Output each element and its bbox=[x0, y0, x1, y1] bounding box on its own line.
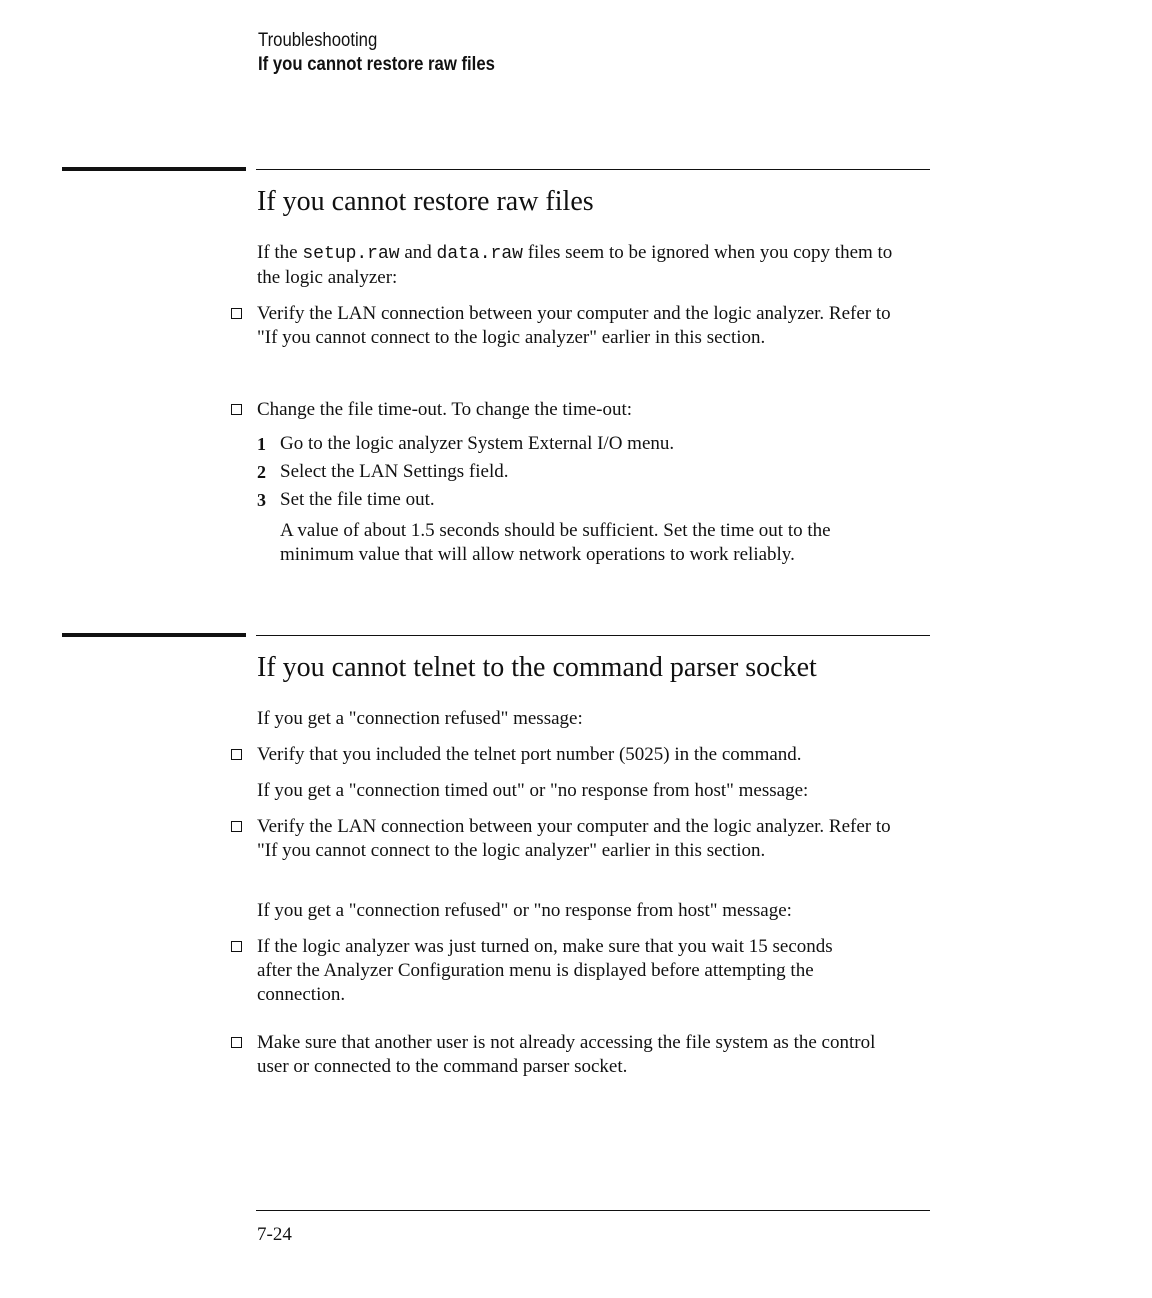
section-rule-thick bbox=[62, 633, 246, 637]
running-header-chapter: Troubleshooting bbox=[258, 30, 378, 51]
checkbox-bullet bbox=[231, 404, 242, 415]
step-text: Select the LAN Settings field. bbox=[280, 461, 509, 482]
section-title: If you cannot telnet to the command parser socket bbox=[257, 652, 817, 683]
list-item: Verify that you included the telnet port number (5025) in the command. bbox=[257, 744, 802, 765]
step-number: 1 bbox=[257, 434, 266, 454]
footer-rule bbox=[256, 1210, 930, 1211]
step-text: Go to the logic analyzer System External I/O menu. bbox=[280, 433, 675, 454]
condition-text: If you get a "connection refused" message: bbox=[257, 708, 583, 729]
intro-mid: and bbox=[399, 242, 437, 263]
step-number: 3 bbox=[257, 490, 266, 510]
step-text: Set the file time out. bbox=[280, 489, 435, 510]
checkbox-bullet bbox=[231, 1037, 242, 1048]
step-note: A value of about 1.5 seconds should be sufficient. Set the time out to the minimum value that will allow network operations to work reliably. bbox=[280, 520, 831, 565]
condition-text: If you get a "connection refused" or "no response from host" message: bbox=[257, 900, 792, 921]
list-item: If the logic analyzer was just turned on, make sure that you wait 15 seconds after the Analyzer Configuration menu is displayed before attempting the connection. bbox=[257, 936, 833, 1005]
list-item: Verify the LAN connection between your computer and the logic analyzer. Refer to "If you cannot connect to the logic analyzer" earlier in this section. bbox=[257, 816, 891, 861]
page-number: 7-24 bbox=[257, 1224, 292, 1245]
step-number: 2 bbox=[257, 462, 266, 482]
list-item: Verify the LAN connection between your computer and the logic analyzer. Refer to "If you cannot connect to the logic analyzer" earlier in this section. bbox=[257, 303, 891, 348]
section-rule-thick bbox=[62, 167, 246, 171]
running-header-topic: If you cannot restore raw files bbox=[258, 54, 495, 75]
checkbox-bullet bbox=[231, 749, 242, 760]
intro-paragraph bbox=[257, 241, 917, 290]
code-data-raw: data.raw bbox=[436, 244, 523, 264]
intro-prefix: If the bbox=[257, 242, 303, 263]
section-rule-thin bbox=[256, 635, 930, 636]
list-item: Make sure that another user is not already accessing the file system as the control user or connected to the command parser socket. bbox=[257, 1032, 876, 1077]
section-title: If you cannot restore raw files bbox=[257, 186, 594, 217]
condition-text: If you get a "connection timed out" or "no response from host" message: bbox=[257, 780, 809, 801]
code-setup-raw: setup.raw bbox=[302, 244, 400, 264]
section-rule-thin bbox=[256, 169, 930, 170]
list-item: Change the file time-out. To change the time-out: bbox=[257, 399, 633, 420]
checkbox-bullet bbox=[231, 308, 242, 319]
intro-suffix: files seem to be ignored when you copy them to the logic analyzer: bbox=[257, 242, 893, 288]
checkbox-bullet bbox=[231, 941, 242, 952]
checkbox-bullet bbox=[231, 821, 242, 832]
